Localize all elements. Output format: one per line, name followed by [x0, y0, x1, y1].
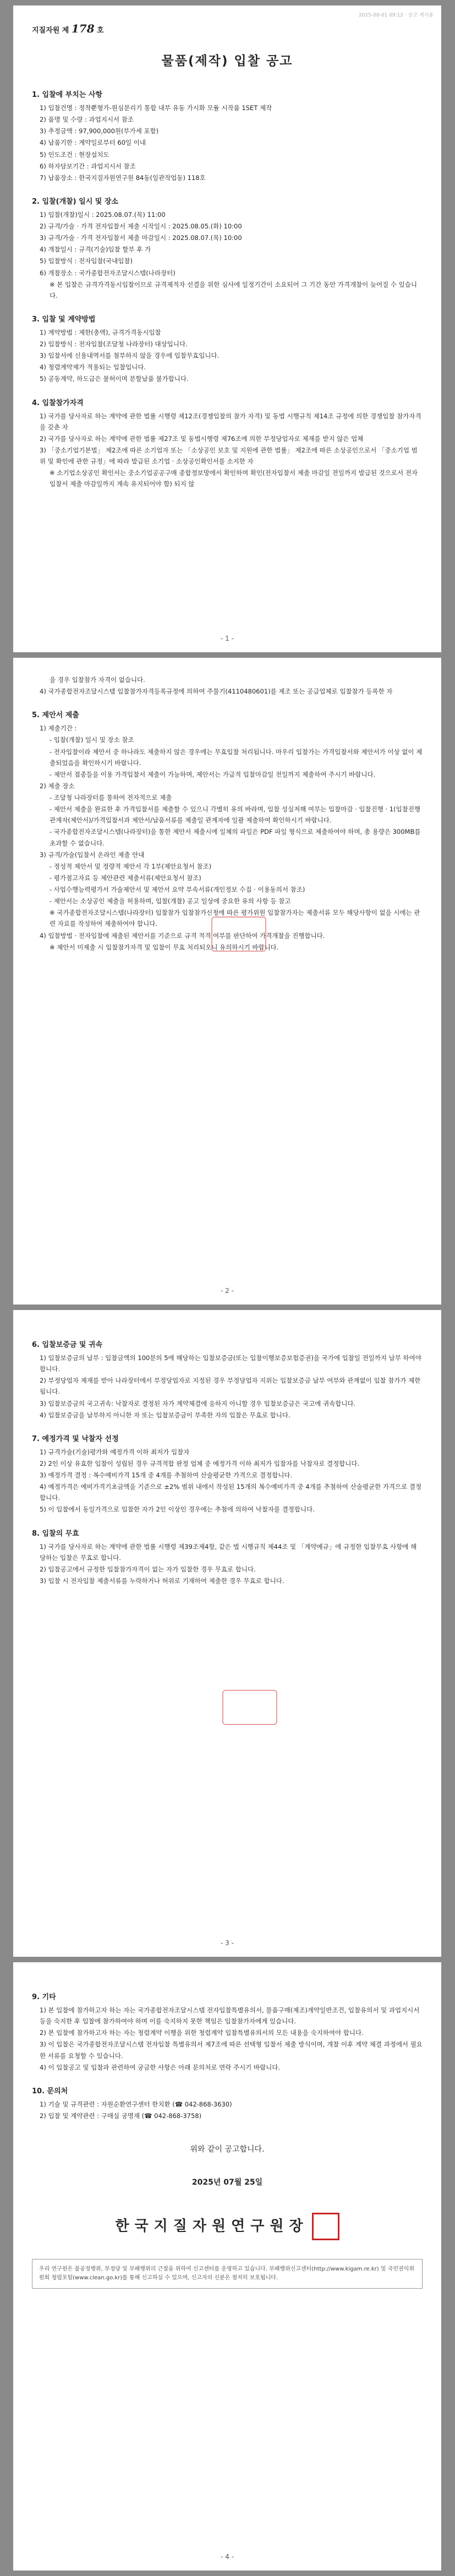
section-item: 3) 예정가격 결정 : 복수예비가격 15개 중 4개를 추첨하여 산술평균한 가격으로 결정합니다. — [40, 1471, 293, 1479]
section-heading: 8. 입찰의 무효 — [32, 1529, 79, 1538]
section-item: - 국가종합전자조달시스템(나라장터)을 통한 제안서 제출시에 일체의 파일은 PDF 파일 형식으로 제출하여야 하며, 총 용량은 300MB를 초과할 수 없습니다. — [50, 828, 421, 847]
continued-item: 4) 국가종합전자조달시스템 입찰참가자격등록규정에 의하여 주물기(4110480601)를 제조 또는 공급업체로 입찰참가 등록한 자 — [40, 687, 393, 696]
page-3-body — [32, 1339, 423, 1586]
official-seal — [312, 2213, 339, 2240]
section-heading: 4. 입찰참가자격 — [32, 399, 84, 407]
section-item: - 제안서는 소상공인 제출을 허용하며, 입찰(개찰) 공고 일상에 중요한 유의 사항 등 참고 — [50, 897, 291, 905]
section-item: 1) 입찰건명 : 정착뿐형가-원심분리기 통합 내부 유동 가시화 모듈 시작품 1SET 제작 — [40, 104, 272, 112]
section-item: 5) 인도조건 : 현장설치도 — [40, 150, 109, 159]
section-item: - 평가점고자료 등 제안관련 제출서류(제안요청서 참조) — [50, 874, 201, 882]
document-page-2 — [13, 658, 441, 1305]
header-note: 2025-08-01 09:12 · 공고 게시용 — [358, 13, 434, 18]
section-item: 2) 제출 장소 — [40, 782, 75, 790]
section-item: 2) 국가를 당사자로 하는 계약에 관한 법률 제27조 및 동법시행령 제76조에 의한 부정당업자로 제재를 받지 않은 업체 — [40, 434, 364, 443]
section-item: 7) 납품장소 : 한국지질자원연구원 84동(일관작업동) 118호 — [40, 173, 206, 182]
folio-handwritten-number: 178 — [71, 22, 95, 35]
section-item: 4) 입찰방법 · 전자입찰에 제출된 제안서를 기준으로 규격 적격 여부를 판단하여 가격개찰을 진행합니다. — [40, 931, 325, 940]
section-item: 3) 규격/가술 · 가격 전자입찰서 제출 마감일시 : 2025.08.07.(목) 10:00 — [40, 234, 242, 242]
document-page-3 — [13, 1310, 441, 1957]
continued-item: 을 경우 입찰참가 자격이 없습니다. — [50, 676, 145, 684]
section-heading: 9. 기타 — [32, 1993, 56, 2001]
section-item: 2) 입찰방식 : 전자입찰(조달청 나라장터) 대상입니다. — [40, 340, 188, 348]
section-item: 1) 계약방법 : 제한(총액), 규격가격동시입찰 — [40, 328, 161, 336]
section-item: 3) 규격/가술(입찰서 온라인 제출 안내 — [40, 850, 145, 859]
section-item: 5) 이 입찰에서 동일가격으로 입찰한 자가 2인 이상인 경우에는 추첨에 의하여 낙찰자를 결정합니다. — [40, 1505, 315, 1514]
section-item: 4) 예정가격은 예비가격기초금액을 기준으로 ±2% 범위 내에서 작성된 15개의 복수예비가격 중 4개를 추첨하여 산술평균한 가격으로 결정합니다. — [40, 1483, 422, 1502]
section-item: ※ 본 입찰은 규격가격동시입찰이므로 규격제적자 선결을 위한 심사에 일정기간이 소요되어 그 기간 동안 가격개찰이 늦어질 수 있습니다. — [50, 280, 418, 299]
attention-note: ※ 제안서 미제출 시 입찰참가자격 및 입찰이 무효 처리되오니 유의하시기 바랍니다. — [50, 943, 279, 951]
section-item: - 제안서 접종들을 이용 가격입찰서 제출이 가능하며, 제안서는 가급적 입찰마감일 전일까지 제출하여 주시기 바랍니다. — [50, 770, 376, 778]
page-number: - 3 - — [221, 1939, 234, 1947]
section-item: 1) 제출기간 : — [40, 724, 77, 733]
section-item: 6) 하자담보기간 : 과업지시서 참조 — [40, 162, 136, 170]
section-heading: 5. 제안서 제출 — [32, 711, 79, 720]
section-item: 1) 본 입찰에 참가하고자 하는 자는 국가종합전자조달시스템 전자입찰특별유의서, 물품구매(제조)계약일반조건, 입찰유의서 및 과업지시서 등을 숙지한 후 입찰에 참가하여야 하며 이를 숙지하지 못한 책임은 입찰참가자에게 있습니다. — [40, 2006, 420, 2026]
section-heading: 6. 입찰보증금 및 귀속 — [32, 1341, 103, 1349]
section-heading: 1. 입찰에 부치는 사항 — [32, 91, 103, 99]
section-item: 3) 입찰 시 전자입찰 제출서류를 누락하거나 허위로 기재하여 제출한 경우 무효로 합니다. — [40, 1576, 284, 1585]
section-item: 3) 추정금액 : 97,900,000원(부가세 포함) — [40, 127, 159, 135]
folio-number: 지질자원 제 178 호 — [32, 22, 104, 35]
section-item: 5) 입찰방식 : 전자입찰(국내입찰) — [40, 257, 133, 265]
section-item: 1) 기술 및 규격관련 : 자원순환연구센터 한치환 (☎ 042-868-3630) — [40, 2100, 232, 2108]
section-item: 1) 국가를 당사자로 하는 계약에 관한 법률 시행령 제12조(경쟁입찰의 참가 자격) 및 동법 시행규칙 제14조 규정에 의한 경쟁입찰 참가자격을 갖춘 자 — [40, 412, 421, 431]
page-number: - 2 - — [221, 1287, 234, 1295]
section-item: 4) 납품기한 : 계약일로부터 60일 이내 — [40, 139, 146, 147]
section-item: 2) 입찰 및 계약관련 : 구매실 궁명재 (☎ 042-868-3758) — [40, 2111, 202, 2120]
section-item: 5) 공동계약, 하도급은 불허이며 분할납품 불가합니다. — [40, 375, 189, 383]
section-item: - 제안서 제출을 완료한 후 가격입찰서를 제출할 수 있으니 각별히 유의 바라며, 입찰 성실저해 여부는 입찰마감 · 입찰진행 · 1(입찰진행 관계자(제안서)/가격입찰서과 제안서/납품서류를 제출일 관계자에 일괄 제출하여 확인하시기 바랍니다. — [50, 805, 421, 825]
integrity-footnote: 우리 연구원은 불공정행위, 부정당 및 부패행위의 근절을 위하여 신고센터를 운영하고 있습니다. 부패행위신고센터(http://www.kigam.re.kr) 및 국민권익위원회 청렴포털(www.clean.go.kr)를 통해 신고하실 수 있으며, 신고자의 신분은 철저히 보호됩니다. — [32, 2259, 423, 2289]
section-item: 6) 개찰장소 : 국가종합전자조달시스템(나라장터) — [40, 269, 176, 277]
section-item: 2) 본 입찰에 참가하고자 하는 자는 청렴계약 이행을 위한 청렴계약 입찰특별유의서의 모든 내용을 숙지하여야 합니다. — [40, 2029, 364, 2037]
section-item: 2) 규격/가술 · 가격 전자입찰서 제출 시작일시 : 2025.08.05.(화) 10:00 — [40, 222, 242, 230]
section-item: - 전자입찰이라 제안서 중 하나라도 제출하지 않은 경우에는 무효입찰 처리됩니다. 마우리 입찰가는 가격입찰서와 제안서가 이상 없이 제출되었음을 확인하시기 바랍니다. — [50, 747, 423, 767]
section-item: 1) 국가를 당사자로 하는 계약에 관한 법률 시행령 제39조제4항, 같은 법 시행규칙 제44조 및 「계약예규」에 규정한 입찰무효 사항에 해당하는 입찰은 무효로 합니다. — [40, 1542, 417, 1562]
section-item: 3) 「중소기업기본법」 제2조에 따른 소기업자 또는 「소상공인 보호 및 지원에 관한 법률」 제2조에 따른 소상공인으로서 「중소기업 범위 및 확인에 관한 규정」에 따라 발급된 소기업 · 소상공인확인서를 소지한 자 — [40, 446, 418, 465]
issuing-organization: 한국지질자원연구원장 — [32, 2213, 423, 2240]
announcement-date: 2025년 07월 25일 — [191, 2178, 263, 2187]
section-item: 2) 품명 및 수량 : 과업지시서 참조 — [40, 116, 134, 124]
section-item: - 정성적 제안서 및 정량적 제안서 각 1부(제안요청서 참조) — [50, 862, 212, 870]
document-page-4 — [13, 1962, 441, 2570]
section-item: 3) 입찰보증금의 국고귀속: 낙찰자로 결정된 자가 계약체결에 응하지 아니할 경우 입찰보증금은 국고에 귀속합니다. — [40, 1399, 356, 1407]
page-2-continuation — [32, 674, 423, 697]
approval-stamp — [222, 1690, 277, 1725]
section-heading: 10. 문의처 — [32, 2087, 68, 2095]
closing-statement: 위와 같이 공고합니다. — [190, 2145, 265, 2154]
section-item: 3) 입찰서에 신용내역서를 첨부하지 않을 경우에 입찰무효입니다. — [40, 352, 220, 360]
page-1-body — [32, 89, 423, 489]
document-title: 물품(제작) 입찰 공고 — [161, 54, 293, 68]
document-page-1 — [13, 6, 441, 652]
page-number: - 1 - — [221, 635, 234, 642]
section-item: 2) 부정당업자 제재를 받아 나라장터에서 부정당업자로 지정된 경우 부정당업자 지위는 입찰보증금 납부 여부와 관계없이 입찰 참가가 제한됩니다. — [40, 1377, 421, 1396]
section-heading: 2. 입찰(개찰) 일시 및 장소 — [32, 197, 118, 206]
section-item: 4) 개찰일시 : 규격(기술)입찰 할부 후 가 — [40, 245, 151, 254]
section-item: 2) 입찰공고에서 규정한 입찰참가자격이 없는 자가 입찰한 경우 무효로 합니다. — [40, 1565, 256, 1573]
section-item: - 사업수행능력평가서 가술제안서 및 제안서 요약 부속서류(개인정보 수집 · 이용동의서 참조) — [50, 886, 305, 893]
page-4-body — [32, 1991, 423, 2121]
section-item: 1) 규격가술(기술)평가와 예정가격 이하 최저가 입찰자 — [40, 1448, 190, 1456]
section-item: 2) 2인 이상 유효한 입찰이 성립된 경우 규격적합 판정 업체 중 예정가격 이하 최저가 입찰자를 낙찰자로 결정합니다. — [40, 1459, 360, 1467]
section-item: 4) 청렴계약제가 적용되는 입찰입니다. — [40, 363, 146, 372]
section-heading: 7. 예정가격 및 낙찰자 선정 — [32, 1434, 119, 1443]
section-item: 3) 이 입찰은 국가종합전자조달시스템 전자입찰 특별유의서 제7조에 따른 선택형 입찰서 제출 방식이며, 개찰 이후 계약 체결 과정에서 필요한 서류를 요청할 수 있습니다. — [40, 2040, 423, 2060]
section-item: ※ 소기업소상공인 확인서는 중소기업공공구매 종합정보망에서 확인하며 확인(전자입찰서 제출 마감일 전일까지 발급된 것으로서 전자입찰서 제출 마감일까지 계속 유지되어야 함) 되지 않 — [50, 469, 418, 488]
section-item: 4) 입찰보증금을 납부하지 아니한 자 또는 입찰보증금이 부족한 자의 입찰은 무효로 합니다. — [40, 1411, 290, 1419]
section-item: 1) 입찰보증금의 납부 : 입찰금액의 100분의 5에 해당하는 입찰보증금(또는 입찰이행보증보험증권)을 국가에 입찰일 전일까지 납부 하여야 합니다. — [40, 1354, 421, 1373]
section-item: - 입찰(개찰) 일시 및 장소 참조 — [50, 736, 134, 744]
section-item: 1) 입찰(개찰)일시 : 2025.08.07.(목) 11:00 — [40, 210, 166, 219]
approval-stamp — [211, 916, 266, 952]
section-item: 4) 이 입찰공고 및 입찰과 관련하여 궁금한 사항은 아래 문의처로 연락 주시기 바랍니다. — [40, 2063, 281, 2071]
page-number: - 4 - — [221, 2553, 234, 2561]
section-heading: 3. 입찰 및 계약방법 — [32, 315, 96, 324]
section-item: - 조달청 나라장터를 통하여 전자적으로 제출 — [50, 794, 172, 801]
section-item: ※ 국가종합전자조달시스템(나라장터) 입찰참가 입찰참가신청에 따른 평가위원 입찰참가자는 제출서류 모두 해당사항이 없을 시에는 관련 자료를 작성하여 제출하여야 합니다. — [50, 909, 420, 928]
